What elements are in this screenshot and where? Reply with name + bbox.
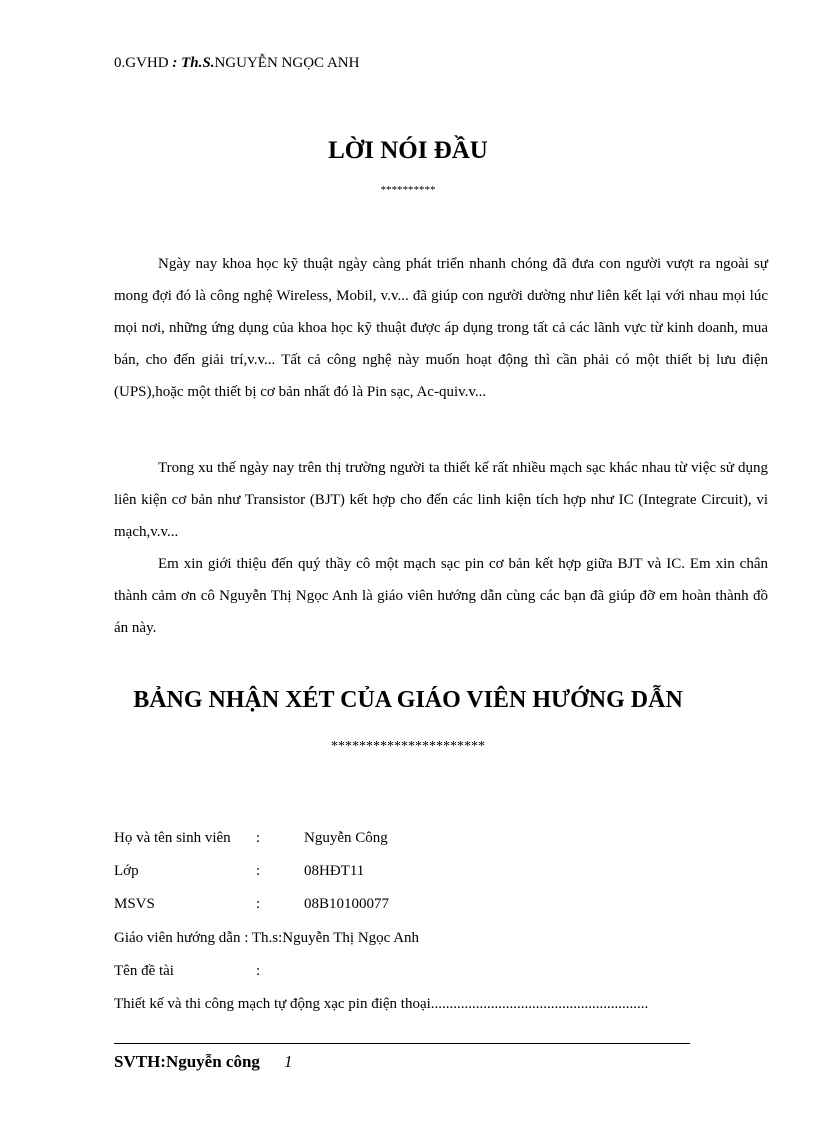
topic-description: Thiết kế và thi công mạch tự động xạc pin điện thoại.......................................................... [114, 996, 649, 1012]
student-name-colon: : [256, 830, 261, 846]
page-footer [114, 1052, 292, 1072]
student-id-value: 08B10100077 [304, 896, 390, 912]
preface-stars: ********** [380, 184, 436, 196]
class-label: Lớp [114, 863, 139, 879]
topic-colon: : [256, 963, 261, 979]
advisor-label: Giáo viên hướng dẫn : Th.s:Nguyễn Thị Ngọc Anh [114, 930, 420, 946]
class-colon: : [256, 863, 261, 879]
class-value: 08HĐT11 [304, 863, 365, 879]
page-number: 1 [283, 1052, 293, 1071]
preface-paragraph-3: Em xin giới thiệu đến quý thầy cô một mạch sạc pin cơ bản kết hợp giữa BJT và IC. Em xin chân thành cảm ơn cô Nguyễn Thị Ngọc Anh là giáo viên hướng dẫn cùng các bạn đã giúp đỡ em hoàn thành đồ án này. [114, 556, 768, 636]
topic-label: Tên đề tài [114, 963, 174, 979]
preface-paragraph-2: Trong xu thế ngày nay trên thị trường người ta thiết kế rất nhiều mạch sạc khác nhau từ việc sử dụng liên kiện cơ bản như Transistor (BJT) kết hợp cho đến các linh kiện tích hợp như IC (Integrate Circuit), vi mạch,v.v... [114, 460, 768, 540]
header-degree: Th.S [181, 55, 211, 71]
footer-divider [114, 1043, 690, 1044]
student-name-label: Họ và tên sinh viên [114, 830, 231, 846]
preface-paragraph-1: Ngày nay khoa học kỹ thuật ngày càng phát triển nhanh chóng đã đưa con người vượt ra ngoài sự mong đợi đó là công nghệ Wireless, Mobil, v.v... đã giúp con người dường như liên kết lại với nhau mọi lúc mọi nơi, những ứng dụng của khoa học kỹ thuật được áp dụng trong tất cả các lãnh vực từ kinh doanh, mua bán, cho đến giải trí,v.v... Tất cả công nghệ này muốn hoạt động thì cần phải có một thiết bị lưu điện (UPS),hoặc một thiết bị cơ bản nhất đó là Pin sạc, Ac-quiv.v... [114, 256, 768, 400]
page-header: 0.GVHD : Th.S.NGUYỄN NGỌC ANH [114, 55, 360, 71]
footer-author: SVTH:Nguyễn công [114, 1052, 260, 1071]
review-title: BẢNG NHẬN XÉT CỦA GIÁO VIÊN HƯỚNG DẪN [133, 687, 683, 713]
student-id-label: MSVS [114, 896, 155, 912]
student-id-colon: : [256, 896, 261, 912]
preface-title: LỜI NÓI ĐẦU [328, 137, 488, 164]
header-name: NGUYỄN NGỌC ANH [214, 55, 360, 71]
header-prefix: 0.GVHD [114, 55, 169, 71]
review-stars: ********************** [331, 739, 485, 754]
header-separator: : [168, 55, 182, 71]
student-name-value: Nguyễn Công [304, 830, 388, 846]
